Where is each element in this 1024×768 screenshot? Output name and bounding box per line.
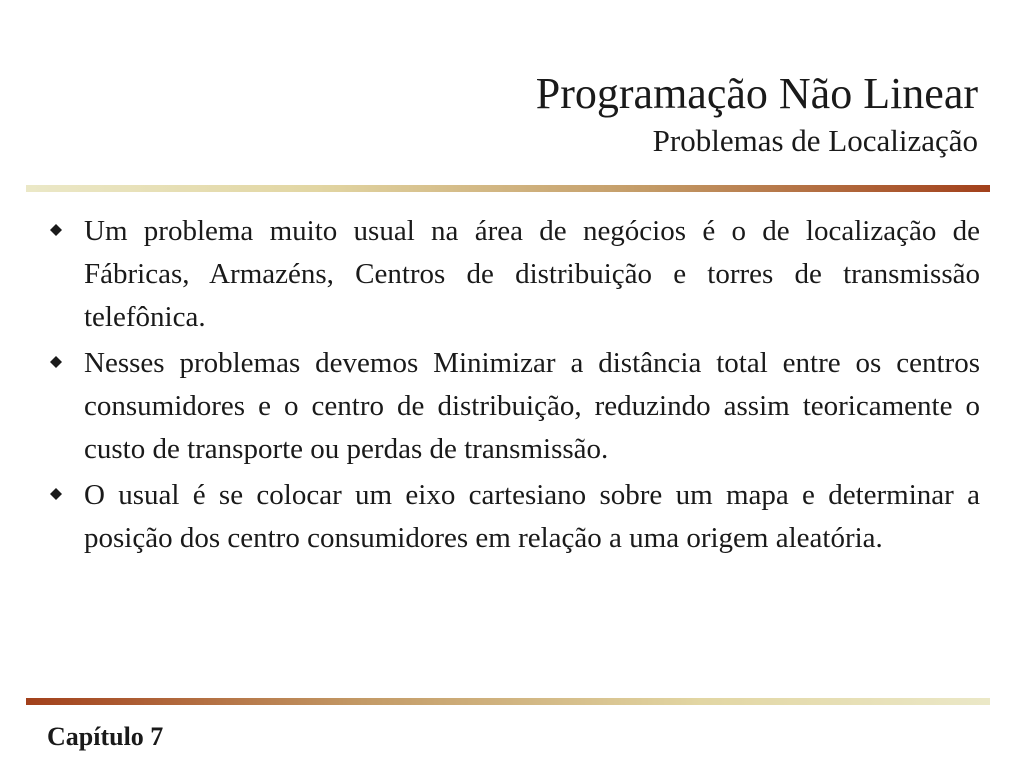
bullet-text: Nesses problemas devemos Minimizar a distância total entre os centros consumidores e o centro de distribuição, reduzindo assim teoricamente o custo de transporte ou perdas de transmissão. — [84, 347, 980, 465]
bullet-text: Um problema muito usual na área de negócios é o de localização de Fábricas, Armazéns, Centros de distribuição e torres de transmissão telefônica. — [84, 215, 980, 333]
footer-chapter: Capítulo 7 — [47, 722, 164, 751]
diamond-bullet-icon — [50, 356, 62, 368]
bullet-list — [46, 210, 980, 563]
bottom-divider — [26, 698, 990, 705]
bullet-item — [46, 342, 980, 471]
diamond-bullet-icon — [50, 488, 62, 500]
slide-subtitle: Problemas de Localização — [652, 123, 978, 158]
top-divider — [26, 185, 990, 192]
bullet-item — [46, 210, 980, 339]
bullet-text: O usual é se colocar um eixo cartesiano sobre um mapa e determinar a posição dos centro consumidores em relação a uma origem aleatória. — [84, 479, 980, 554]
diamond-bullet-icon — [50, 224, 62, 236]
slide-title: Programação Não Linear — [535, 69, 978, 118]
bullet-item — [46, 474, 980, 560]
